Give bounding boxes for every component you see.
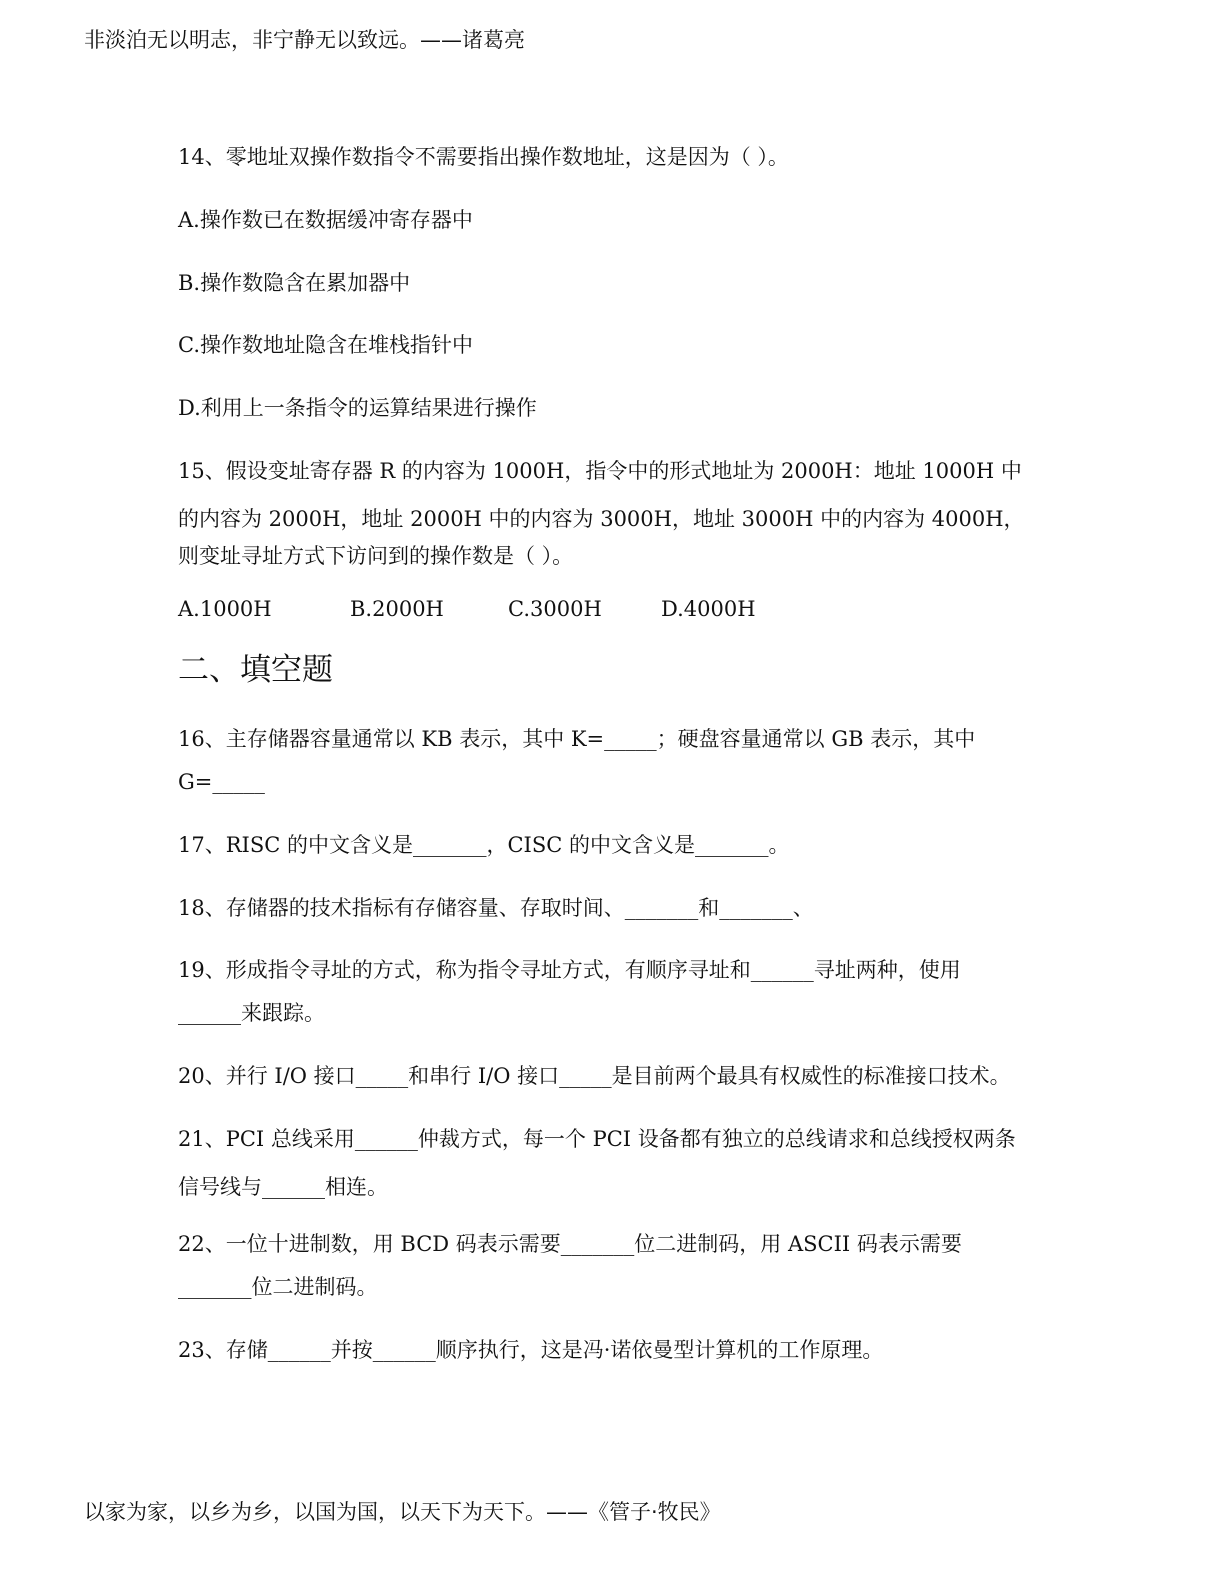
question-14-option-a: A.操作数已在数据缓冲寄存器中 (178, 208, 473, 232)
question-22-line-1: 22、一位十进制数，用 BCD 码表示需要_______位二进制码，用 ASCII 码表示需要 (178, 1232, 962, 1256)
question-21-line-1: 21、PCI 总线采用______仲裁方式，每一个 PCI 设备都有独立的总线请求和总线授权两条 (178, 1127, 1016, 1151)
question-16-line-2: G=_____ (178, 770, 265, 794)
question-22-line-2: _______位二进制码。 (178, 1275, 378, 1299)
question-21-line-2: 信号线与______相连。 (178, 1175, 388, 1199)
question-14-option-d: D.利用上一条指令的运算结果进行操作 (178, 396, 537, 420)
question-18: 18、存储器的技术指标有存储容量、存取时间、_______和_______、 (178, 896, 814, 920)
question-19-line-2: ______来跟踪。 (178, 1001, 325, 1025)
question-14-option-c: C.操作数地址隐含在堆栈指针中 (178, 333, 473, 357)
question-15-line-1: 15、假设变址寄存器 R 的内容为 1000H，指令中的形式地址为 2000H：地址 1000H 中 (178, 459, 1022, 483)
question-23: 23、存储______并按______顺序执行，这是冯·诺依曼型计算机的工作原理。 (178, 1338, 884, 1362)
question-15-option-d: D.4000H (661, 597, 756, 621)
question-15-option-a: A.1000H (178, 597, 272, 621)
question-16-line-1: 16、主存储器容量通常以 KB 表示，其中 K=_____；硬盘容量通常以 GB 表示，其中 (178, 727, 976, 751)
question-14-option-b: B.操作数隐含在累加器中 (178, 271, 411, 295)
question-15-line-2: 的内容为 2000H，地址 2000H 中的内容为 3000H，地址 3000H 中的内容为 4000H， (178, 507, 1025, 531)
question-20: 20、并行 I/O 接口_____和串行 I/O 接口_____是目前两个最具有权威性的标准接口技术。 (178, 1064, 1011, 1088)
question-15-option-b: B.2000H (350, 597, 444, 621)
question-19-line-1: 19、形成指令寻址的方式，称为指令寻址方式，有顺序寻址和______寻址两种，使用 (178, 958, 961, 982)
footer-quote: 以家为家，以乡为乡，以国为国，以天下为天下。——《管子·牧民》 (84, 1500, 721, 1524)
question-15-option-c: C.3000H (508, 597, 602, 621)
question-14-stem: 14、零地址双操作数指令不需要指出操作数地址，这是因为（ ）。 (178, 145, 789, 169)
question-15-line-3: 则变址寻址方式下访问到的操作数是（ ）。 (178, 544, 574, 568)
section-heading: 二、填空题 (178, 652, 333, 688)
header-quote: 非淡泊无以明志，非宁静无以致远。——诸葛亮 (84, 28, 525, 52)
question-17: 17、RISC 的中文含义是_______，CISC 的中文含义是_______。 (178, 833, 790, 857)
